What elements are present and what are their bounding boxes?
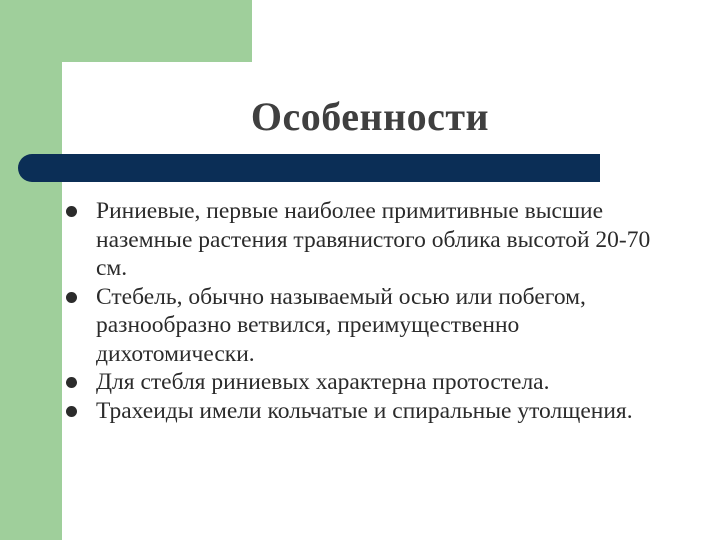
bullet-text: Риниевые, первые наиболее примитивные высшие наземные растения травянистого облика высотой 20-70 см. bbox=[96, 198, 651, 281]
bullet-text: Стебель, обычно называемый осью или побегом, разнообразно ветвился, преимущественно дихотомически. bbox=[96, 283, 586, 367]
bullet-item bbox=[66, 397, 666, 426]
decorative-green-left bbox=[0, 0, 62, 540]
bullet-text: Для стебля риниевых характерна протостела. bbox=[96, 369, 550, 395]
slide-title: Особенности bbox=[250, 94, 490, 139]
title-underline-bar bbox=[18, 154, 600, 182]
bullet-item bbox=[66, 368, 666, 397]
bullet-dot-icon bbox=[66, 206, 77, 217]
bullet-item bbox=[66, 197, 666, 283]
bullet-list bbox=[66, 197, 666, 425]
bullet-text: Трахеиды имели кольчатые и спиральные утолщения. bbox=[96, 397, 633, 424]
bullet-dot-icon bbox=[66, 377, 77, 388]
bullet-dot-icon bbox=[66, 292, 77, 303]
bullet-item bbox=[66, 283, 666, 369]
bullet-dot-icon bbox=[66, 406, 77, 417]
